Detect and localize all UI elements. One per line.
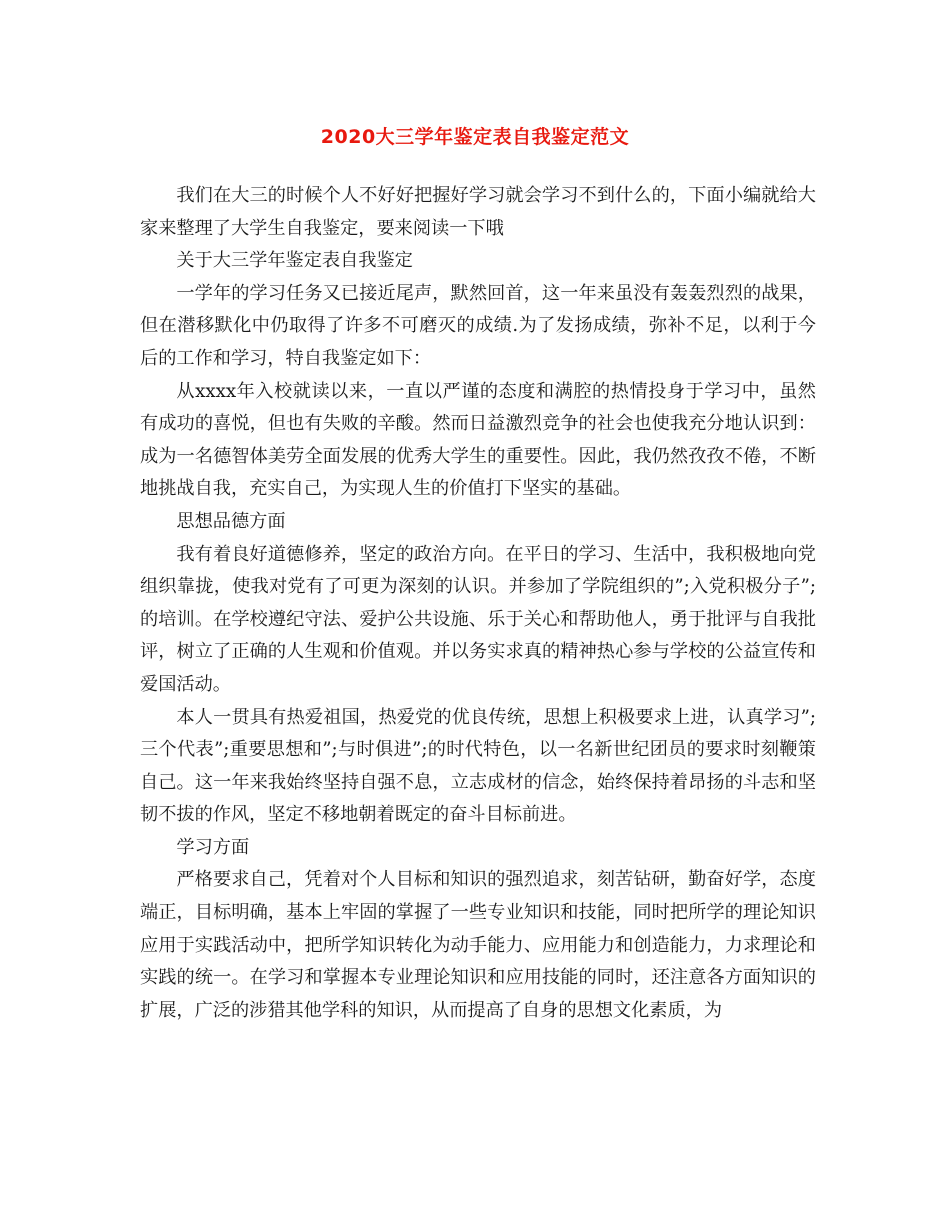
paragraph-enrollment: 从xxxx年入校就读以来，一直以严谨的态度和满腔的热情投身于学习中，虽然有成功的喜悦，但也有失败的辛酸。然而日益激烈竞争的社会也使我充分地认识到：成为一名德智体美劳全面发展的优秀大学生的重要性。因此，我仍然孜孜不倦，不断地挑战自我，充实自己，为实现人生的价值打下坚实的基础。 (140, 380, 816, 500)
paragraph-morality-1: 我有着良好道德修养，坚定的政治方向。在平日的学习、生活中，我积极地向党组织靠拢，使我对党有了可更为深刻的认识。并参加了学院组织的”;入党积极分子”;的培训。在学校遵纪守法、爱护公共设施、乐于关心和帮助他人，勇于批评与自我批评，树立了正确的人生观和价值观。并以务实求真的精神热心参与学校的公益宣传和爱国活动。 (140, 543, 816, 695)
paragraph-study: 严格要求自己，凭着对个人目标和知识的强烈追求，刻苦钻研，勤奋好学，态度端正，目标明确，基本上牢固的掌握了一些专业知识和技能，同时把所学的理论知识应用于实践活动中，把所学知识转化为动手能力、应用能力和创造能力，力求理论和实践的统一。在学习和掌握本专业理论知识和应用技能的同时，还注意各方面知识的扩展，广泛的涉猎其他学科的知识，从而提高了自身的思想文化素质，为 (140, 869, 816, 1021)
document-title: 2020大三学年鉴定表自我鉴定范文 (320, 126, 630, 148)
document-body (140, 180, 816, 1027)
section-heading-study: 学习方面 (176, 836, 250, 858)
section-heading-main: 关于大三学年鉴定表自我鉴定 (176, 250, 413, 272)
section-heading-morality: 思想品德方面 (176, 510, 286, 532)
paragraph-morality-2: 本人一贯具有热爱祖国，热爱党的优良传统，思想上积极要求上进，认真学习”;三个代表”;重要思想和”;与时俱进”;的时代特色，以一名新世纪团员的要求时刻鞭策自己。这一年来我始终坚持自强不息，立志成材的信念，始终保持着昂扬的斗志和坚韧不拔的作风，坚定不移地朝着既定的奋斗目标前进。 (140, 706, 816, 826)
paragraph-intro: 我们在大三的时候个人不好好把握好学习就会学习不到什么的，下面小编就给大家来整理了大学生自我鉴定，要来阅读一下哦 (140, 185, 816, 239)
paragraph-summary: 一学年的学习任务又已接近尾声，默然回首，这一年来虽没有轰轰烈烈的战果，但在潜移默化中仍取得了许多不可磨灭的成绩.为了发扬成绩，弥补不足，以利于今后的工作和学习，特自我鉴定如下： (140, 282, 816, 369)
